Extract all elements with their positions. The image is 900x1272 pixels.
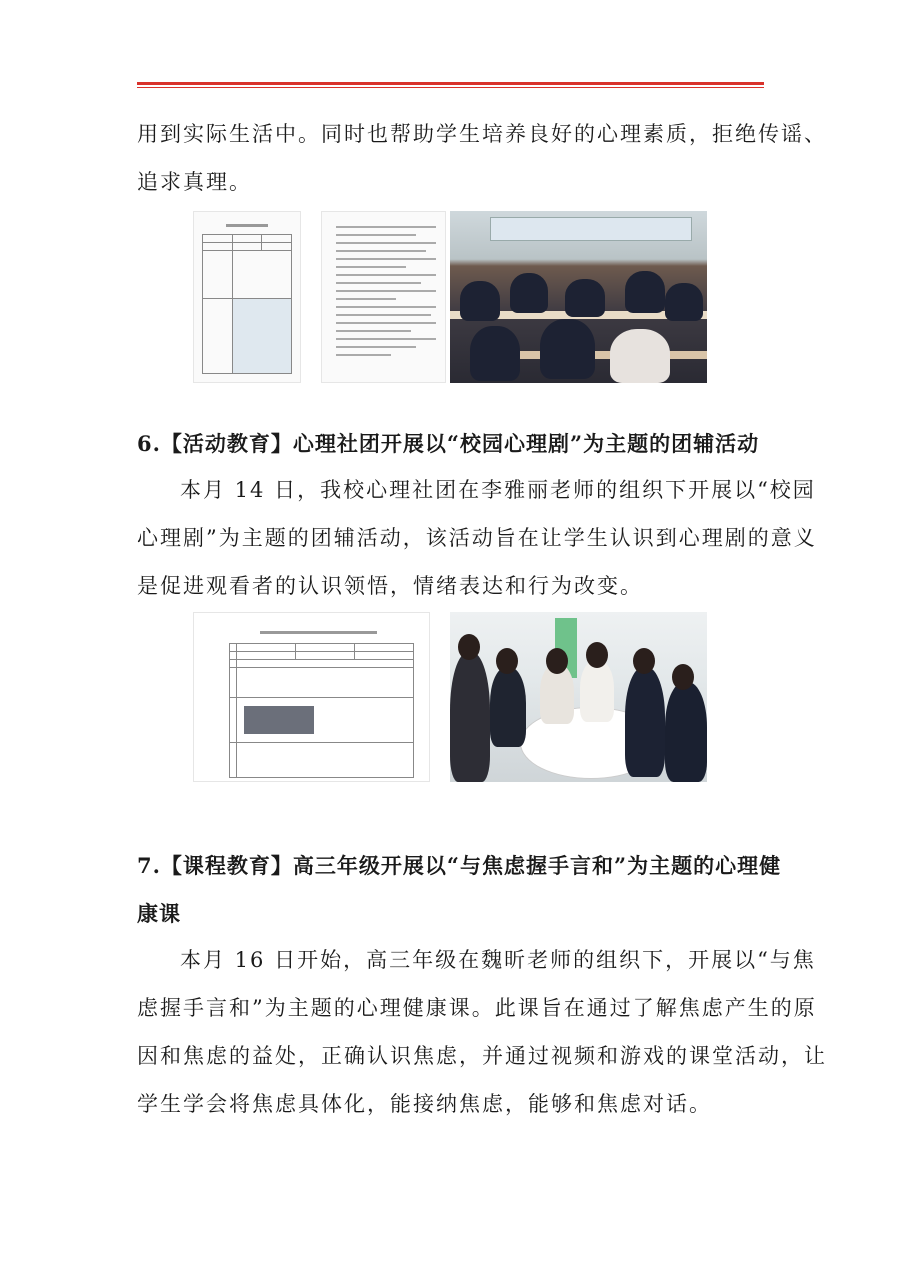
header-rule-thick [137, 82, 764, 85]
header-rule-thin [137, 87, 764, 88]
classroom-students-writing-photo [450, 211, 707, 383]
paragraph-line: 是促进观看者的认识领悟，情绪表达和行为改变。 [137, 574, 643, 598]
section-heading-continued: 康课 [137, 901, 181, 926]
paragraph-line: 虑握手言和”为主题的心理健康课。此课旨在通过了解焦虑产生的原 [137, 996, 817, 1020]
paragraph-line: 心理剧”为主题的团辅活动，该活动旨在让学生认识到心理剧的意义 [137, 526, 817, 550]
paragraph-line: 追求真理。 [137, 170, 252, 194]
club-group-discussion-photo [450, 612, 707, 782]
section-heading: 6.【活动教育】心理社团开展以“校园心理剧”为主题的团辅活动 [137, 431, 760, 456]
paragraph-line: 用到实际生活中。同时也帮助学生培养良好的心理素质，拒绝传谣、 [137, 122, 827, 146]
activity-record-form-image [193, 211, 301, 383]
club-activity-record-table-image [193, 612, 430, 782]
paragraph-line: 本月 16 日开始，高三年级在魏昕老师的组织下，开展以“与焦 [180, 948, 816, 972]
paragraph-line: 因和焦虑的益处，正确认识焦虑，并通过视频和游戏的课堂活动，让 [137, 1044, 827, 1068]
section-heading: 7.【课程教育】高三年级开展以“与焦虑握手言和”为主题的心理健 [137, 853, 782, 878]
paragraph-line: 本月 14 日，我校心理社团在李雅丽老师的组织下开展以“校园 [180, 478, 816, 502]
paragraph-line: 学生学会将焦虑具体化，能接纳焦虑，能够和焦虑对话。 [137, 1092, 712, 1116]
activity-notes-document-image [321, 211, 446, 383]
